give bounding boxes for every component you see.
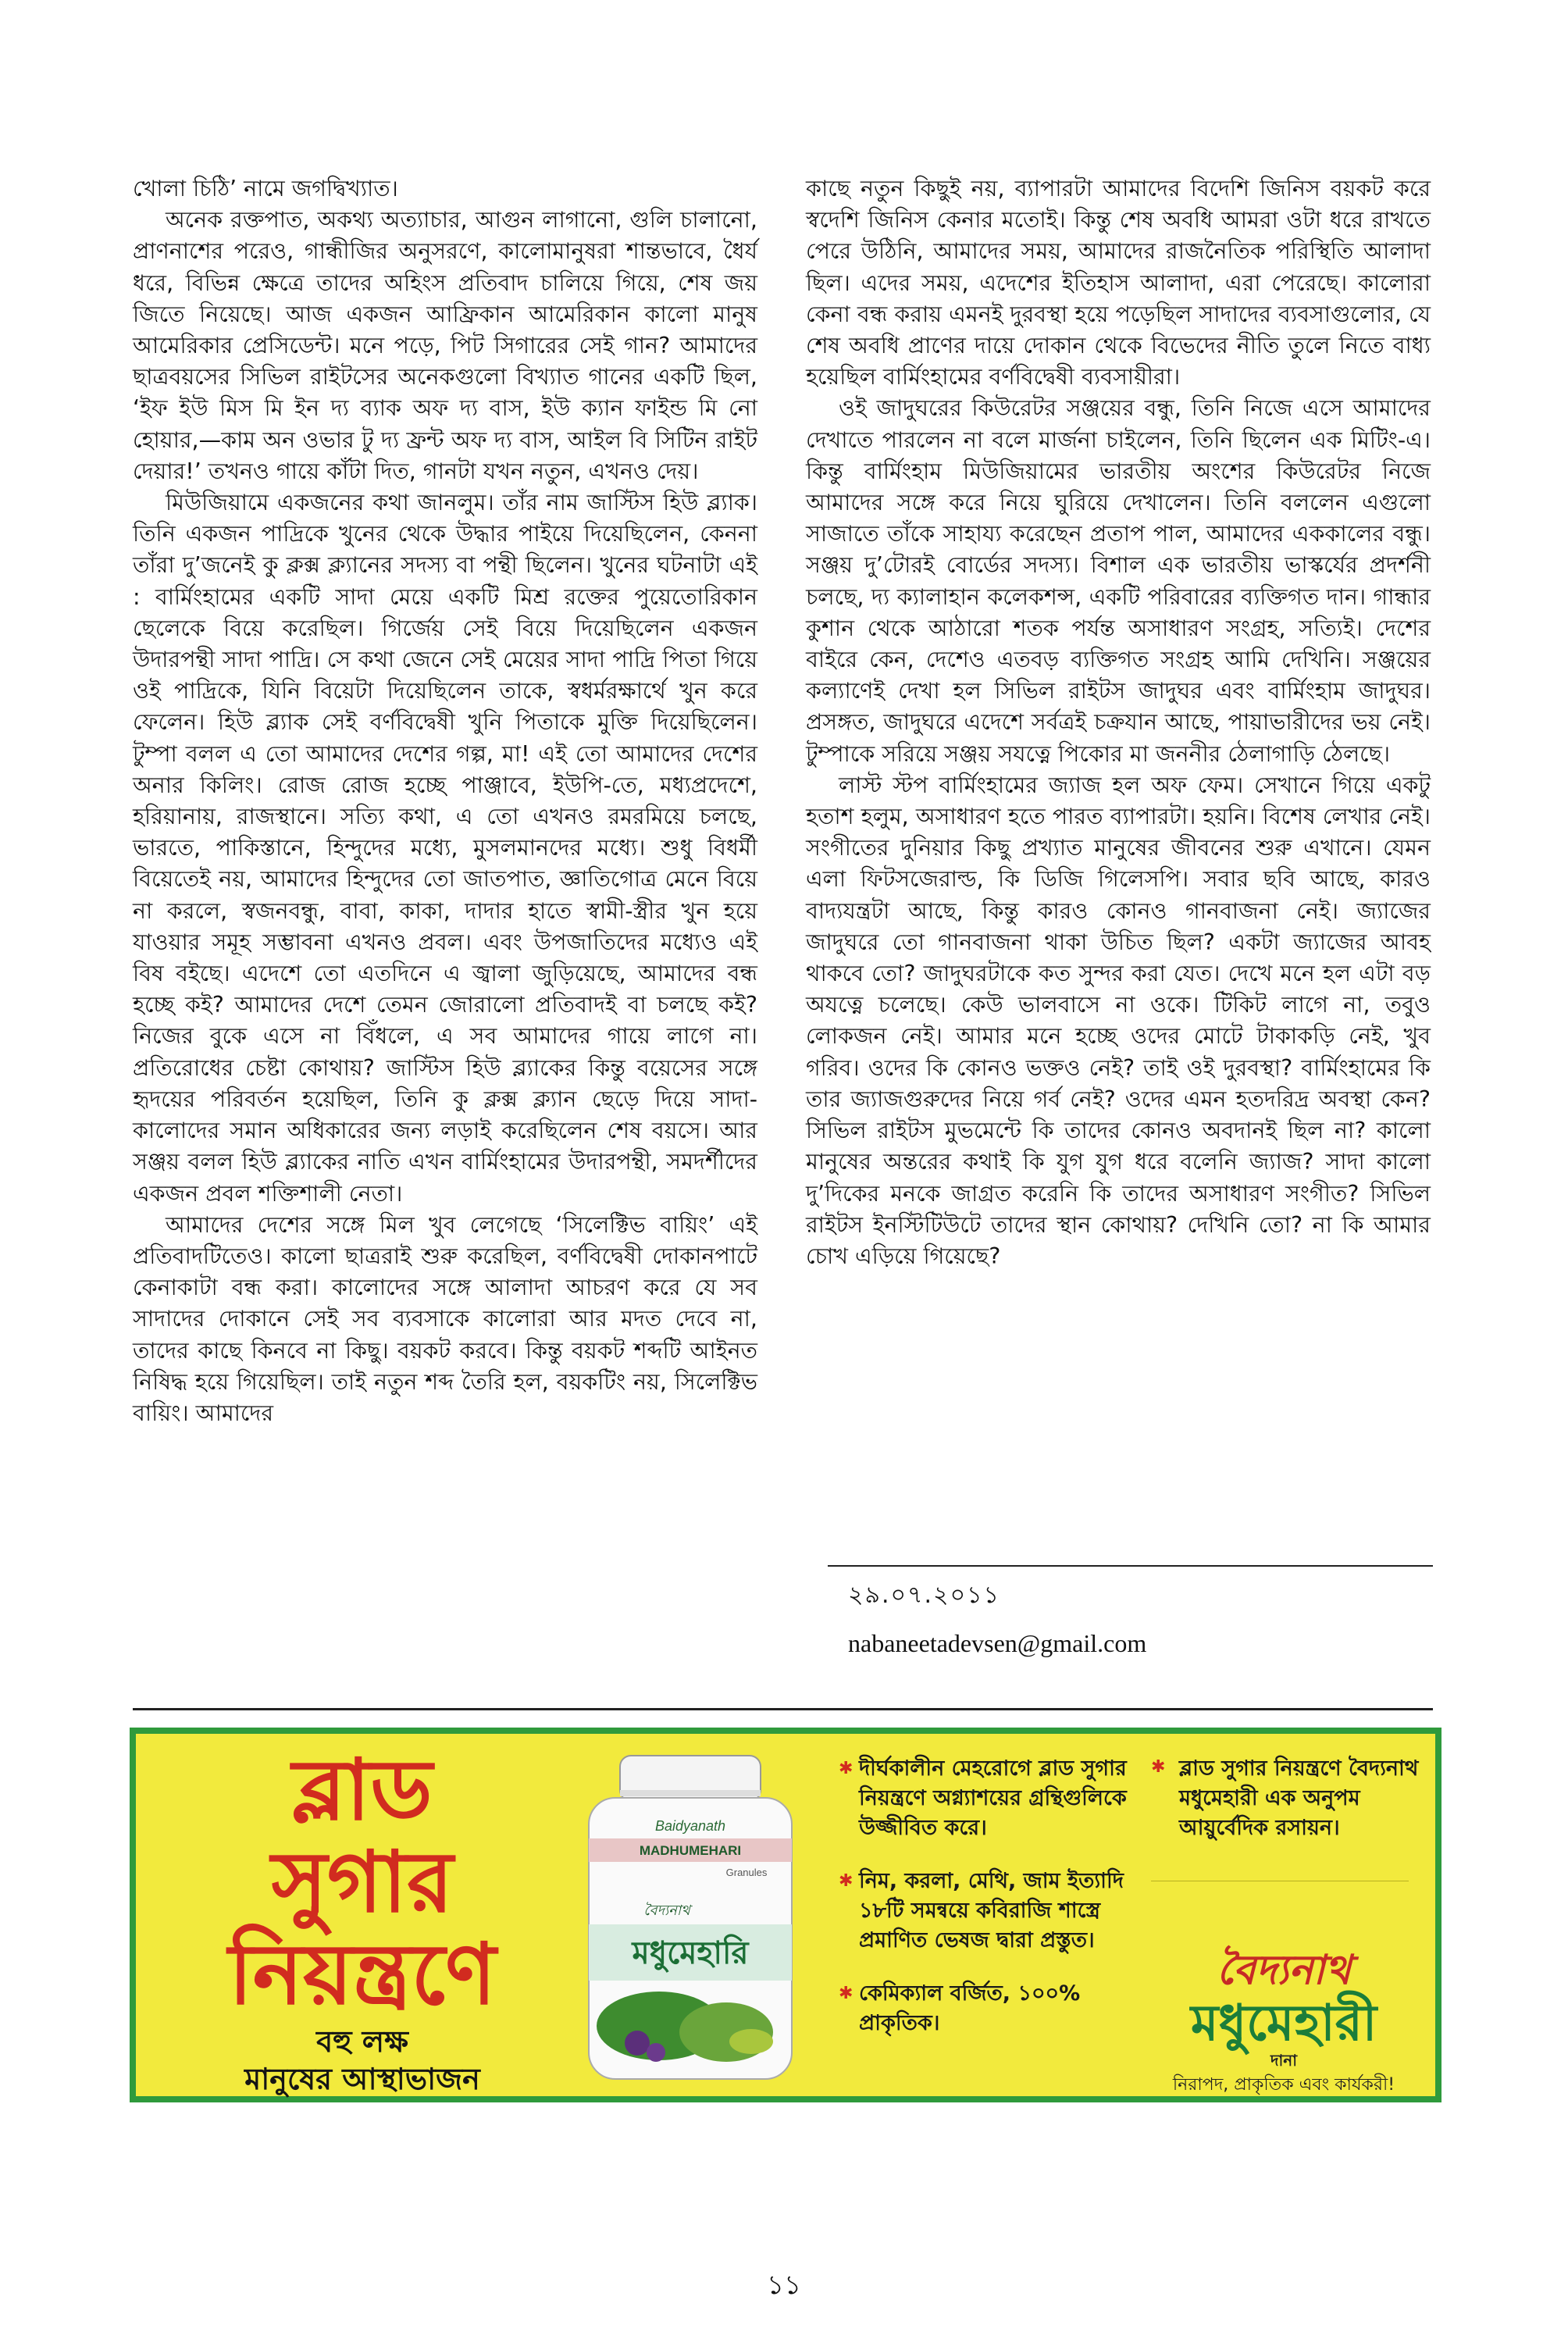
- article-date: ২৯.০৭.২০১১: [848, 1582, 1001, 1609]
- ad-benefit-item: ✱ কেমিক্যাল বর্জিত, ১০০% প্রাকৃতিক।: [839, 1979, 1128, 2038]
- brand-script-name: বৈদ্যনাথ: [1216, 1947, 1352, 1994]
- paragraph: মিউজিয়ামে একজনের কথা জানলুম। তাঁর নাম জাস্টিস হিউ ব্ল্যাক। তিনি একজন পাদ্রিকে খুনের থেকে উদ্ধার পাইয়ে দিয়েছিলেন, কেননা তাঁরা দু’জনেই কু ক্লক্স ক্ল্যানের সদস্য বা পন্থী ছিলেন। খুনের ঘটনাটা এই : বার্মিংহামের একটি সাদা মেয়ে একটি মিশ্র রক্তের পুয়েতোরিকান ছেলেকে বিয়ে করেছিল। গির্জেয় সেই বিয়ে দিয়েছিলেন একজন উদারপন্থী সাদা পাদ্রি। সে কথা জেনে সেই মেয়ের সাদা পাদ্রি পিতা গিয়ে ওই পাদ্রিকে, যিনি বিয়েটা দিয়েছিলেন তাকে, স্বধর্মরক্ষার্থে খুন করে ফেলেন। হিউ ব্ল্যাক সেই বর্ণবিদ্বেষী খুনি পিতাকে মুক্তি দিয়েছিলেন। টুম্পা বলল এ তো আমাদের দেশের গল্প, মা! এই তো আমাদের দেশের অনার কিলিং। রোজ রোজ হচ্ছে পাঞ্জাবে, ইউপি-তে, মধ্যপ্রদেশে, হরিয়ানায়, রাজস্থানে। সত্যি কথা, এ তো এখনও রমরমিয়ে চলছে, ভারতে, পাকিস্তানে, হিন্দুদের মধ্যে, মুসলমানদের মধ্যে। শুধু বিধর্মী বিয়েতেই নয়, আমাদের হিন্দুদের তো জাতপাত, জ্ঞাতিগোত্র মেনে বিয়ে না করলে, স্বজনবন্ধু, বাবা, কাকা, দাদার হাতে স্বামী-স্ত্রীর খুন হয়ে যাওয়ার সমূহ সম্ভাবনা এখনও প্রবল। এবং উপজাতিদের মধ্যেও এই বিষ বইছে। এদেশে তো এতদিনে এ জ্বালা জুড়িয়েছে, আমাদের বন্ধ হচ্ছে কই? আমাদের দেশে তেমন জোরালো প্রতিবাদই বা চলছে কই? নিজের বুকে এসে না বিঁধলে, এ সব আমাদের গায়ে লাগে না। প্রতিরোধের চেষ্টা কোথায়? জাস্টিস হিউ ব্ল্যাকের কিন্তু বয়েসের সঙ্গে হৃদয়ের পরিবর্তন হয়েছিল, তিনি কু ক্লক্স ক্ল্যান ছেড়ে দিয়ে সাদা-কালোদের সমান অধিকারের জন্য লড়াই করেছিলেন শেষ বয়সে। আর সঞ্জয় বলল হিউ ব্ল্যাকের নাতি এখন বার্মিংহামের উদারপন্থী, সমদর্শীদের একজন প্রবল শক্তিশালী নেতা।: [133, 490, 757, 1207]
- page-number: ১১: [766, 2270, 802, 2301]
- jar-herb-berries: [647, 2043, 665, 2062]
- jar-herb-gourd: [729, 2029, 773, 2054]
- jar-lid-ridge: [620, 1790, 761, 1796]
- paragraph: আমাদের দেশের সঙ্গে মিল খুব লেগেছে ‘সিলেক্টিভ বায়িং’ এই প্রতিবাদটিতেও। কালো ছাত্ররাই শুরু করেছিল, বর্ণবিদ্বেষী দোকানপাটে কেনাকাটা বন্ধ করা। কালোদের সঙ্গে আলাদা আচরণ করে যে সব সাদাদের দোকানে সেই সব ব্যবসাকে কালোরা আর মদত দেবে না, তাদের কাছে কিনবে না কিছু। বয়কট করবে। কিন্তু বয়কট শব্দটি আইনত নিষিদ্ধ হয়ে গিয়েছিল। তাই নতুন শব্দ তৈরি হল, বয়কটিং নয়, সিলেক্টিভ বায়িং। আমাদের: [133, 1211, 757, 1426]
- ad-tagline: নিরাপদ, প্রাকৃতিক এবং কার্যকরী!: [1172, 2075, 1395, 2095]
- paragraph: খোলা চিঠি’ নামে জগদ্বিখ্যাত।: [133, 176, 398, 201]
- ad-headline: [159, 1742, 565, 2024]
- ad-headline-line: নিয়ন্ত্রণে: [228, 1926, 497, 2024]
- jar-label-bengali: বৈদ্যনাথ: [643, 1902, 690, 1919]
- author-email: nabaneetadevsen@gmail.com: [848, 1629, 1147, 1657]
- ad-subline: [159, 2023, 565, 2098]
- jar-brand: Baidyanath: [654, 1818, 726, 1834]
- jar-product-form: Granules: [725, 1867, 768, 1878]
- paragraph: অনেক রক্তপাত, অকথ্য অত্যাচার, আগুন লাগানো, গুলি চালানো, প্রাণনাশের পরেও, গান্ধীজির অনুসরণে, কালোমানুষরা শান্তভাবে, ধৈর্য ধরে, বিভিন্ন ক্ষেত্রে তাদের অহিংস প্রতিবাদ চালিয়ে গিয়ে, শেষ জয় জিতে নিয়েছে। আজ একজন আফ্রিকান আমেরিকান কালো মানুষ আমেরিকার প্রেসিডেন্ট। মনে পড়ে, পিট সিগারের সেই গান? আমাদের ছাত্রবয়সের সিভিল রাইটসের অনেকগুলো বিখ্যাত গানের একটি ছিল, ‘ইফ ইউ মিস মি ইন দ্য ব্যাক অফ দ্য বাস, ইউ ক্যান ফাইন্ড মি নো হোয়ার,—কাম অন ওভার টু দ্য ফ্রন্ট অফ দ্য বাস, আইল বি সিটিন রাইট দেয়ার!’ তখনও গায়ে কাঁটা দিত, গানটা যখন নতুন, এখনও দেয়।: [133, 207, 757, 484]
- paragraph: ওই জাদুঘরের কিউরেটর সঞ্জয়ের বন্ধু, তিনি নিজে এসে আমাদের দেখাতে পারলেন না বলে মার্জনা চাইলেন, তিনি ছিলেন এক মিটিং-এ। কিন্তু বার্মিংহাম মিউজিয়ামের ভারতীয় অংশের কিউরেটর নিজে আমাদের সঙ্গে করে নিয়ে ঘুরিয়ে দেখালেন। তিনি বললেন এগুলো সাজাতে তাঁকে সাহায্য করেছেন প্রতাপ পাল, আমাদের এককালের বন্ধু। সঞ্জয় দু’টোরই বোর্ডের সদস্য। বিশাল এক ভারতীয় ভাস্কর্যের প্রদর্শনী চলছে, দ্য ক্যালাহান কলেকশন্স, একটি পরিবারের ব্যক্তিগত দান। গান্ধার কুশান থেকে আঠারো শতক পর্যন্ত অসাধারণ সংগ্রহ, সত্যিই। দেশের বাইরে কেন, দেশেও এতবড় ব্যক্তিগত সংগ্রহ আমি দেখিনি। সঞ্জয়ের কল্যাণেই দেখা হল সিভিল রাইটস জাদুঘর এবং বার্মিংহাম জাদুঘর। প্রসঙ্গত, জাদুঘরে এদেশে সর্বত্রই চক্রযান আছে, পায়াভারীদের ভয় নেই। টুম্পাকে সরিয়ে সঞ্জয় সযত্নে পিকোর মা জননীর ঠেলাগাড়ি ঠেলছে।: [806, 395, 1431, 767]
- jar-title-bengali: মধুমেহারি: [632, 1935, 749, 1971]
- jar-product-name: MADHUMEHARI: [639, 1843, 742, 1858]
- ad-benefit-item: ✱ দীর্ঘকালীন মেহরোগে ব্লাড সুগার নিয়ন্ত্রণে অগ্ন্যাশয়ের গ্রন্থিগুলিকে উজ্জীবিত করে।: [839, 1754, 1128, 1843]
- ad-benefits-list: [839, 1754, 1128, 2062]
- asterisk-icon: ✱: [1151, 1757, 1166, 1777]
- signature-divider: [828, 1565, 1433, 1567]
- ad-headline-line: সুগার: [271, 1834, 454, 1931]
- jar-herb-berries: [625, 2031, 650, 2056]
- ad-benefit-item: ✱ নিম, করলা, মেথি, জাম ইত্যাদি ১৮টি সমন্বয়ে কবিরাজি শাস্ত্রে প্রমাণিত ভেষজ দ্বারা প্রস্তুত।: [839, 1867, 1128, 1956]
- paragraph: কাছে নতুন কিছুই নয়, ব্যাপারটা আমাদের বিদেশি জিনিস বয়কট করে স্বদেশি জিনিস কেনার মতোই। কিন্তু শেষ অবধি আমরা ওটা ধরে রাখতে পেরে উঠিনি, আমাদের সময়, আমাদের রাজনৈতিক পরিস্থিতি আলাদা ছিল। এদের সময়, এদেশের ইতিহাস আলাদা, এরা পেরেছে। কালোরা কেনা বন্ধ করায় এমনই দুরবস্থা হয়ে পড়েছিল সাদাদের ব্যবসাগুলোর, যে শেষ অবধি প্রাণের দায়ে দোকান থেকে বিভেদের নীতি তুলে নিতে বাধ্য হয়েছিল বার্মিংহামের বর্ণবিদ্বেষী ব্যবসায়ীরা।: [806, 176, 1431, 390]
- paragraph: লাস্ট স্টপ বার্মিংহামের জ্যাজ হল অফ ফেম। সেখানে গিয়ে একটু হতাশ হলুম, অসাধারণ হতে পারত ব্যাপারটা। হয়নি। বিশেষ লেখার নেই। সংগীতের দুনিয়ার কিছু প্রখ্যাত মানুষের জীবনের শুরু এখানে। যেমন এলা ফিটসজেরাল্ড, কি ডিজি গিলেসপি। সবার ছবি আছে, কারও বাদ্যযন্ত্রটা আছে, কিন্তু কারও কোনও গানবাজনা নেই। জ্যাজের জাদুঘরে তো গানবাজনা থাকা উচিত ছিল? একটা জ্যাজের আবহ থাকবে তো? জাদুঘরটাকে কত সুন্দর করা যেত। দেখে মনে হল এটা বড় অযত্নে চলেছে। কেউ ভালবাসে না ওকে। টিকিট লাগে না, তবুও লোকজন নেই। আমার মনে হচ্ছে ওদের মোটে টাকাকড়ি নেই, খুব গরিব। ওদের কি কোনও ভক্তও নেই? তাই ওই দুরবস্থা? বার্মিংহামের কি তার জ্যাজগুরুদের নিয়ে গর্ব নেই? ওদের এমন হতদরিদ্র অবস্থা কেন? সিভিল রাইটস মুভমেন্টে কি তাদের কোনও অবদানই ছিল না? কালো মানুষের অন্তরের কথাই কি যুগ যুগ ধরে বলেনি জ্যাজ? সাদা কালো দু’দিকের মনকে জাগ্রত করেনি কি তাদের অসাধারণ সংগীত? সিভিল রাইটস ইনস্টিটিউটে তাদের স্থান কোথায়? দেখিনি তো? না কি আমার চোখ এড়িয়ে গিয়েছে?: [806, 772, 1431, 1269]
- ad-subline-line: মানুষের আস্থাভাজন: [244, 2062, 480, 2096]
- ad-headline-line: ব্লাড: [292, 1742, 433, 1839]
- ad-description: ব্লাড সুগার নিয়ন্ত্রণে বৈদ্যনাথ মধুমেহারী এক অনুপম আয়ুর্বেদিক রসায়ন।: [1179, 1756, 1419, 1840]
- product-jar-image: [565, 1751, 815, 2087]
- ad-subline-line: বহু লক্ষ: [316, 2024, 408, 2059]
- brand-product-name: মধুমেহারী: [1190, 1995, 1377, 2052]
- advertisement: [130, 1728, 1441, 2102]
- page-divider: [133, 1708, 1433, 1710]
- article-left-column: [133, 173, 757, 1429]
- brand-product-form: দানা: [1270, 2051, 1298, 2070]
- article-right-column: [806, 173, 1431, 1272]
- ad-fine-print-rule: [1151, 1881, 1409, 1885]
